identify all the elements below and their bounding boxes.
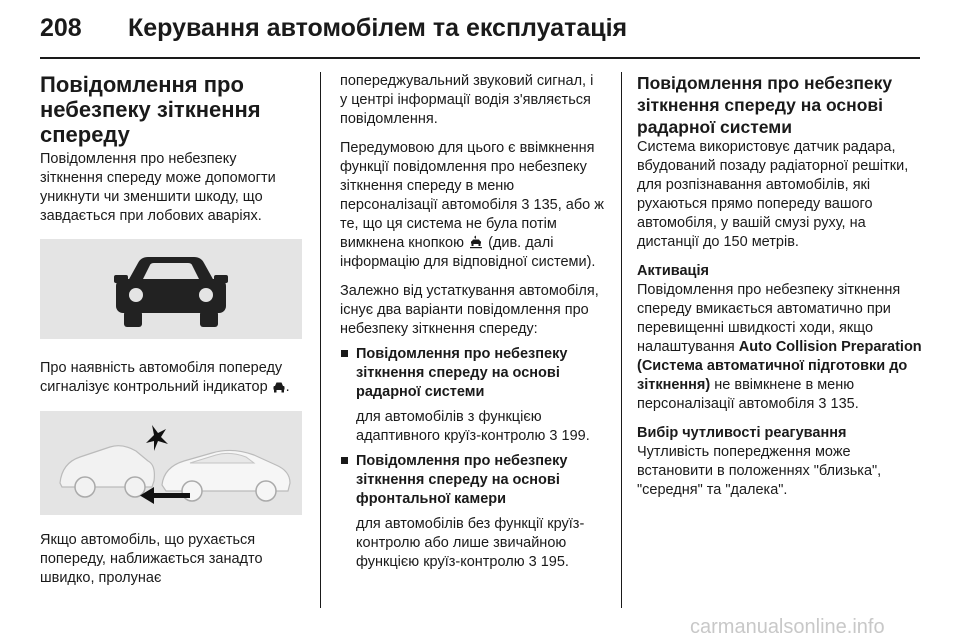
page-number: 208 [40, 14, 82, 42]
sensitivity-heading: Вибір чутливості реагування [637, 425, 847, 441]
column-divider-1 [320, 72, 321, 608]
indicator-paragraph: Про наявність автомобіля попереду сигналізує контрольний індикатор . [40, 360, 290, 395]
column-1 [40, 72, 302, 588]
bullet-square-icon [341, 457, 348, 464]
precondition-paragraph: Передумовою для цього є ввімкнення функції повідомлення про небезпеку зіткнення спереду в меню персоналізації автомобіля 3 135, або ж те, що ця система не була потім вимкнена кнопкою (див. далі інформацію для відповідної системи). [340, 140, 604, 270]
activation-heading: Активація [637, 263, 709, 279]
column-divider-2 [621, 72, 622, 608]
bullet-text: для автомобілів з функцією адаптивного круїз-контролю 3 199. [356, 409, 590, 444]
variants-paragraph: Залежно від устаткування автомобіля, існує два варіанти повідомлення про небезпеку зіткнення спереду: [340, 283, 599, 337]
collision-illustration [40, 411, 302, 515]
approach-paragraph: Якщо автомобіль, що рухається попереду, наближається занадто швидко, пролунає [40, 532, 263, 586]
ref-arrow-icon: 3 [549, 428, 558, 444]
watermark: carmanualsonline.info [690, 616, 885, 638]
column-2 [340, 72, 604, 572]
car-front-icon [40, 239, 302, 339]
header-divider [40, 57, 920, 59]
bullet-square-icon [341, 350, 348, 357]
car-front-figure [40, 239, 302, 339]
page-title: Керування автомобілем та експлуатація [128, 14, 628, 42]
intro-paragraph: Повідомлення про небезпеку зіткнення спереду може допомогти уникнути чи зменшити шкоду, що завдається при лобових аваріях. [40, 151, 276, 224]
bullet-text: для автомобілів без функції круїз-контролю або лише звичайною функцією круїз-контролю 3 195. [356, 516, 585, 570]
warning-paragraph: попереджувальний звуковий сигнал, і у центрі інформації водія з'являється повідомлення. [340, 73, 594, 127]
section-heading: Повідомлення про небезпеку зіткнення спереду [40, 72, 261, 147]
section-heading: Повідомлення про небезпеку зіткнення спереду на основі радарної системи [637, 73, 893, 137]
collision-warning-icon [40, 411, 302, 515]
radar-intro-paragraph: Система використовує датчик радара, вбудований позаду радіаторної решітки, для розпізнавання автомобілів, які рухаються прямо попереду вашого автомобіля, у вашій смузі руху, на дистанції до 150 метрів. [637, 139, 909, 250]
ref-arrow-icon: 3 [521, 197, 530, 213]
bullet-title: Повідомлення про небезпеку зіткнення спереду на основі фронтальної камери [356, 453, 568, 507]
list-item [340, 345, 604, 446]
car-front-icon [272, 381, 286, 393]
page-header [40, 14, 920, 50]
list-item [340, 452, 604, 572]
collision-button-icon [468, 235, 484, 249]
ref-arrow-icon: 3 [818, 396, 827, 412]
activation-paragraph: Повідомлення про небезпеку зіткнення спереду вмикається автоматично при перевищенні швидкості ходи, якщо налаштування Auto Collision Preparation (Система автоматичної підготовки до зіткнення) не ввімкнене в меню персоналізації автомобіля 3 135. [637, 282, 922, 412]
bullet-title: Повідомлення про небезпеку зіткнення спереду на основі радарної системи [356, 346, 568, 400]
sensitivity-paragraph: Чутливість попередження може встановити в положеннях "близька", "середня" та "далека". [637, 444, 882, 498]
ref-arrow-icon: 3 [528, 554, 537, 570]
column-3 [637, 72, 922, 500]
